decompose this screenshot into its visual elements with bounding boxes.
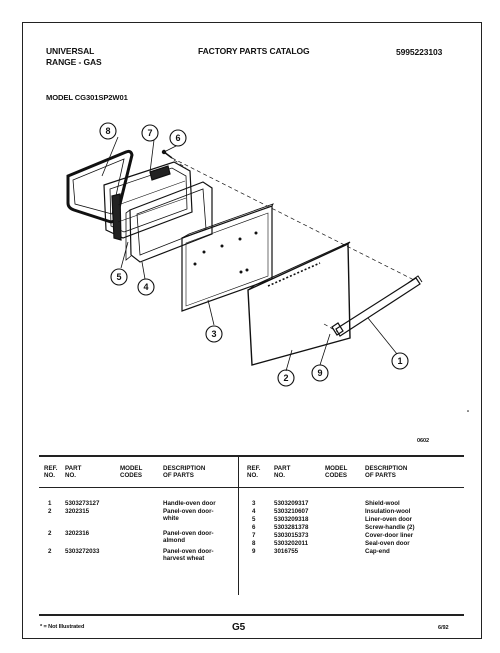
table-row-right-1-desc: Shield-wool — [365, 500, 400, 507]
table-row-right-3-ref: 5 — [252, 516, 256, 523]
table-row-left-2-desc: Panel-oven door- white — [163, 508, 214, 523]
outer-door-panel — [248, 242, 350, 365]
callout-9: 9 — [317, 368, 323, 378]
handle-screw — [162, 150, 172, 158]
table-row-left-1-ref: 1 — [48, 500, 52, 507]
table-row-right-4-part: 5303281378 — [274, 524, 309, 531]
right-header-part: PART NO. — [274, 465, 291, 480]
callout-8: 8 — [105, 126, 111, 136]
brand-line-1: UNIVERSAL — [46, 46, 95, 56]
door-liner — [104, 162, 192, 240]
callout-7: 7 — [147, 128, 153, 138]
alignment-lines — [172, 158, 414, 332]
right-header-desc: DESCRIPTION OF PARTS — [365, 465, 408, 480]
footer-note: * = Not Illustrated — [40, 624, 85, 630]
page-number: G5 — [232, 622, 246, 633]
footer-rule — [39, 614, 464, 616]
table-row-left-3-desc: Panel-oven door- almond — [163, 530, 214, 545]
table-row-right-2-desc: Insulation-wool — [365, 508, 411, 515]
table-header-rule — [39, 487, 464, 488]
catalog-title: FACTORY PARTS CATALOG — [198, 46, 310, 56]
right-header-ref: REF. NO. — [247, 465, 261, 480]
shield-panel — [182, 204, 273, 311]
table-row-left-2-ref: 2 — [48, 508, 52, 515]
table-row-right-5-ref: 7 — [252, 532, 256, 539]
callout-circles — [100, 123, 408, 386]
left-header-desc: DESCRIPTION OF PARTS — [163, 465, 206, 480]
table-row-right-4-desc: Screw-handle (2) — [365, 524, 415, 531]
table-row-left-4-part: 5303272033 — [65, 548, 100, 555]
table-row-right-7-part: 3016755 — [274, 548, 299, 555]
table-row-right-3-part: 5303209318 — [274, 516, 309, 523]
leader-lines — [102, 137, 397, 371]
table-row-right-1-ref: 3 — [252, 500, 256, 507]
callout-2: 2 — [283, 373, 289, 383]
insulation-wool — [126, 182, 212, 262]
catalog-number: 5995223103 — [396, 47, 443, 57]
table-row-left-2-part: 3202315 — [65, 508, 90, 515]
left-header-model: MODEL CODES — [120, 465, 143, 480]
table-row-right-1-part: 5303209317 — [274, 500, 309, 507]
table-row-left-3-ref: 2 — [48, 530, 52, 537]
table-row-left-4-ref: 2 — [48, 548, 52, 555]
callout-1: 1 — [397, 356, 403, 366]
brand-line-2: RANGE - GAS — [46, 57, 102, 67]
callout-4: 4 — [143, 282, 149, 292]
table-row-left-1-desc: Handle-oven door — [163, 500, 216, 507]
footer-date: 6/92 — [438, 625, 449, 631]
table-row-right-2-part: 5303210607 — [274, 508, 309, 515]
model-number: MODEL CG301SP2W01 — [46, 93, 128, 102]
table-row-right-3-desc: Liner-oven door — [365, 516, 413, 523]
table-row-right-6-ref: 8 — [252, 540, 256, 547]
table-row-right-5-part: 5303015373 — [274, 532, 309, 539]
left-header-part: PART NO. — [65, 465, 82, 480]
table-top-rule — [39, 455, 464, 457]
table-row-right-6-part: 5303202011 — [274, 540, 309, 547]
callout-6: 6 — [175, 133, 181, 143]
callout-5: 5 — [116, 272, 122, 282]
end-cap — [332, 323, 343, 335]
speck — [467, 410, 469, 412]
table-row-right-2-ref: 4 — [252, 508, 256, 515]
table-row-right-4-ref: 6 — [252, 524, 256, 531]
callout-3: 3 — [211, 329, 217, 339]
table-row-right-5-desc: Cover-door liner — [365, 532, 414, 539]
table-row-right-7-ref: 9 — [252, 548, 256, 555]
left-header-ref: REF. NO. — [44, 465, 58, 480]
table-row-left-3-part: 3202316 — [65, 530, 90, 537]
diagram-code: 0602 — [417, 438, 430, 444]
table-row-right-7-desc: Cap-end — [365, 548, 390, 555]
table-row-right-6-desc: Seal-oven door — [365, 540, 410, 547]
door-seal-gasket — [68, 151, 132, 222]
table-divider — [238, 455, 239, 595]
table-row-left-1-part: 5303273127 — [65, 500, 100, 507]
right-header-model: MODEL CODES — [325, 465, 348, 480]
table-row-left-4-desc: Panel-oven door- harvest wheat — [163, 548, 214, 563]
